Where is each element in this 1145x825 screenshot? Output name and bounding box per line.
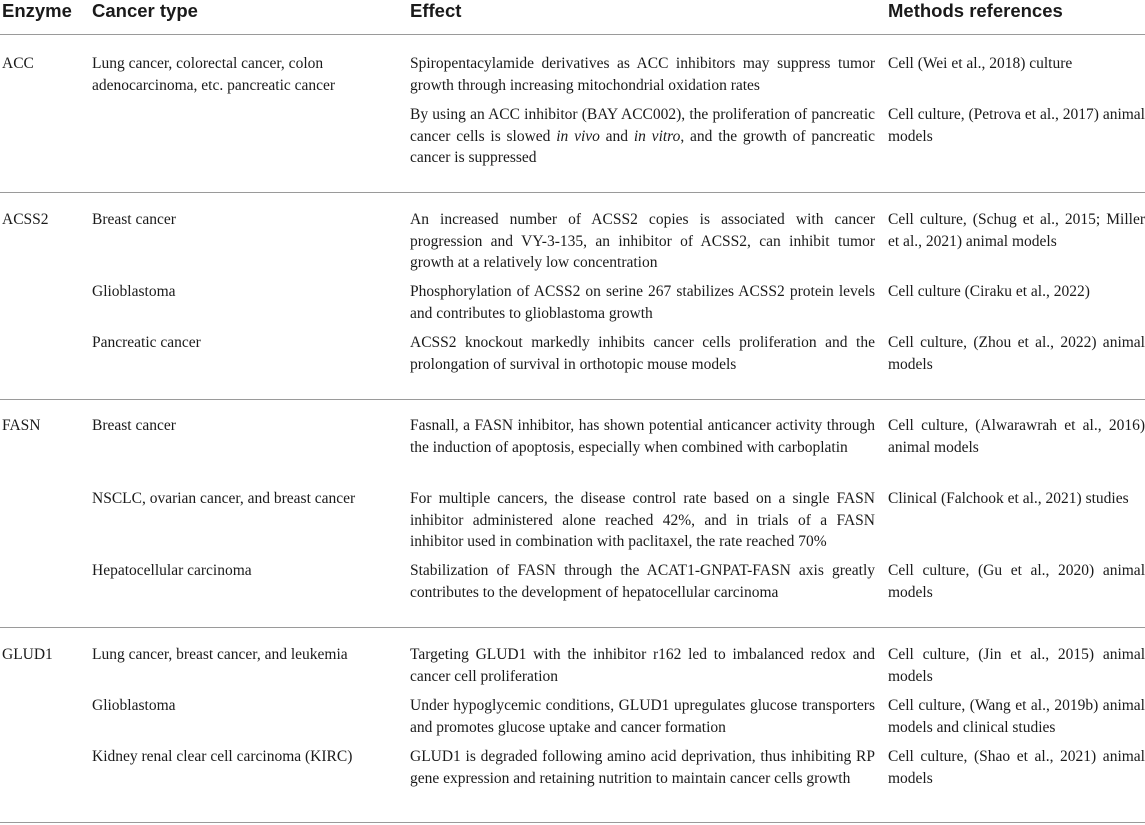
methods-cell: Cell (Wei et al., 2018) culture xyxy=(888,55,1073,72)
cancer-type-cell: Breast cancer xyxy=(92,211,176,228)
effect-cell: Targeting GLUD1 with the inhibitor r162 led to imbalanced redox and cancer cell proliferation xyxy=(410,646,875,685)
effect-italic-term: in vitro xyxy=(633,127,681,145)
cancer-type-cell: Kidney renal clear cell carcinoma (KIRC) xyxy=(92,748,353,765)
table-header-row xyxy=(0,0,1145,34)
methods-cell: Cell culture, (Shao et al., 2021) animal models xyxy=(888,748,1145,787)
cancer-type-cell: Lung cancer, breast cancer, and leukemia xyxy=(92,646,348,663)
header-effect: Effect xyxy=(410,0,462,21)
cancer-type-cell: NSCLC, ovarian cancer, and breast cancer xyxy=(92,490,356,507)
methods-cell: Clinical (Falchook et al., 2021) studies xyxy=(888,490,1129,507)
header-methods-references: Methods references xyxy=(888,0,1063,21)
enzyme-label-acss2: ACSS2 xyxy=(2,211,49,228)
effect-cell: Spiropentacylamide derivatives as ACC inhibitors may suppress tumor growth through increasing mitochondrial oxidation rates xyxy=(410,55,875,94)
header-enzyme: Enzyme xyxy=(2,0,72,21)
cancer-type-cell: Hepatocellular carcinoma xyxy=(92,562,252,579)
group-divider xyxy=(0,399,1145,400)
methods-cell: Cell culture (Ciraku et al., 2022) xyxy=(888,283,1090,300)
enzyme-label-fasn: FASN xyxy=(2,417,41,434)
group-divider xyxy=(0,627,1145,628)
cancer-type-cell: Glioblastoma xyxy=(92,283,176,300)
methods-cell: Cell culture, (Jin et al., 2015) animal models xyxy=(888,646,1145,685)
methods-cell: Cell culture, (Petrova et al., 2017) animal models xyxy=(888,106,1145,145)
effect-italic-term: in vivo xyxy=(556,127,600,145)
cancer-type-cell: Glioblastoma xyxy=(92,697,176,714)
effect-text: and xyxy=(599,127,634,145)
enzyme-label-glud1: GLUD1 xyxy=(2,646,53,663)
header-divider xyxy=(0,34,1145,35)
effect-cell: Fasnall, a FASN inhibitor, has shown potential anticancer activity through the induction of apoptosis, especially when combined with carboplatin xyxy=(410,417,875,456)
group-divider xyxy=(0,192,1145,193)
effect-text: By using an ACC inhibitor (BAY ACC002), the proliferation of pancreatic cancer cells is slowed xyxy=(410,106,875,145)
effect-cell: ACSS2 knockout markedly inhibits cancer cells proliferation and the prolongation of survival in orthotopic mouse models xyxy=(410,334,875,373)
effect-cell: Phosphorylation of ACSS2 on serine 267 stabilizes ACSS2 protein levels and contributes to glioblastoma growth xyxy=(410,283,875,322)
methods-cell: Cell culture, (Zhou et al., 2022) animal models xyxy=(888,334,1145,373)
effect-cell: An increased number of ACSS2 copies is associated with cancer progression and VY-3-135, an inhibitor of ACSS2, can inhibit tumor growth at a relatively low concentration xyxy=(410,211,875,271)
methods-cell: Cell culture, (Wang et al., 2019b) animal models and clinical studies xyxy=(888,697,1145,736)
effect-text: , and the growth of pancreatic cancer is suppressed xyxy=(410,127,875,166)
cancer-type-cell: Breast cancer xyxy=(92,417,176,434)
methods-cell: Cell culture, (Gu et al., 2020) animal models xyxy=(888,562,1145,601)
methods-cell: Cell culture, (Schug et al., 2015; Miller et al., 2021) animal models xyxy=(888,211,1145,250)
enzyme-label-acc: ACC xyxy=(2,55,34,72)
header-cancer-type: Cancer type xyxy=(92,0,198,21)
table-bottom-rule xyxy=(0,822,1145,823)
effect-cell: Stabilization of FASN through the ACAT1-GNPAT-FASN axis greatly contributes to the development of hepatocellular carcinoma xyxy=(410,562,875,601)
effect-cell: GLUD1 is degraded following amino acid deprivation, thus inhibiting RP gene expression and retaining nutrition to maintain cancer cells growth xyxy=(410,748,875,787)
cancer-type-cell: Lung cancer, colorectal cancer, colon adenocarcinoma, etc. pancreatic cancer xyxy=(92,55,336,94)
effect-cell xyxy=(410,104,875,169)
methods-cell: Cell culture, (Alwarawrah et al., 2016) animal models xyxy=(888,417,1145,456)
cancer-type-cell: Pancreatic cancer xyxy=(92,334,201,351)
effect-cell: For multiple cancers, the disease control rate based on a single FASN inhibitor administered alone reached 42%, and in trials of a FASN inhibitor used in combination with paclitaxel, the rate reached 70% xyxy=(410,490,875,550)
effect-cell: Under hypoglycemic conditions, GLUD1 upregulates glucose transporters and promotes glucose uptake and cancer formation xyxy=(410,697,875,736)
